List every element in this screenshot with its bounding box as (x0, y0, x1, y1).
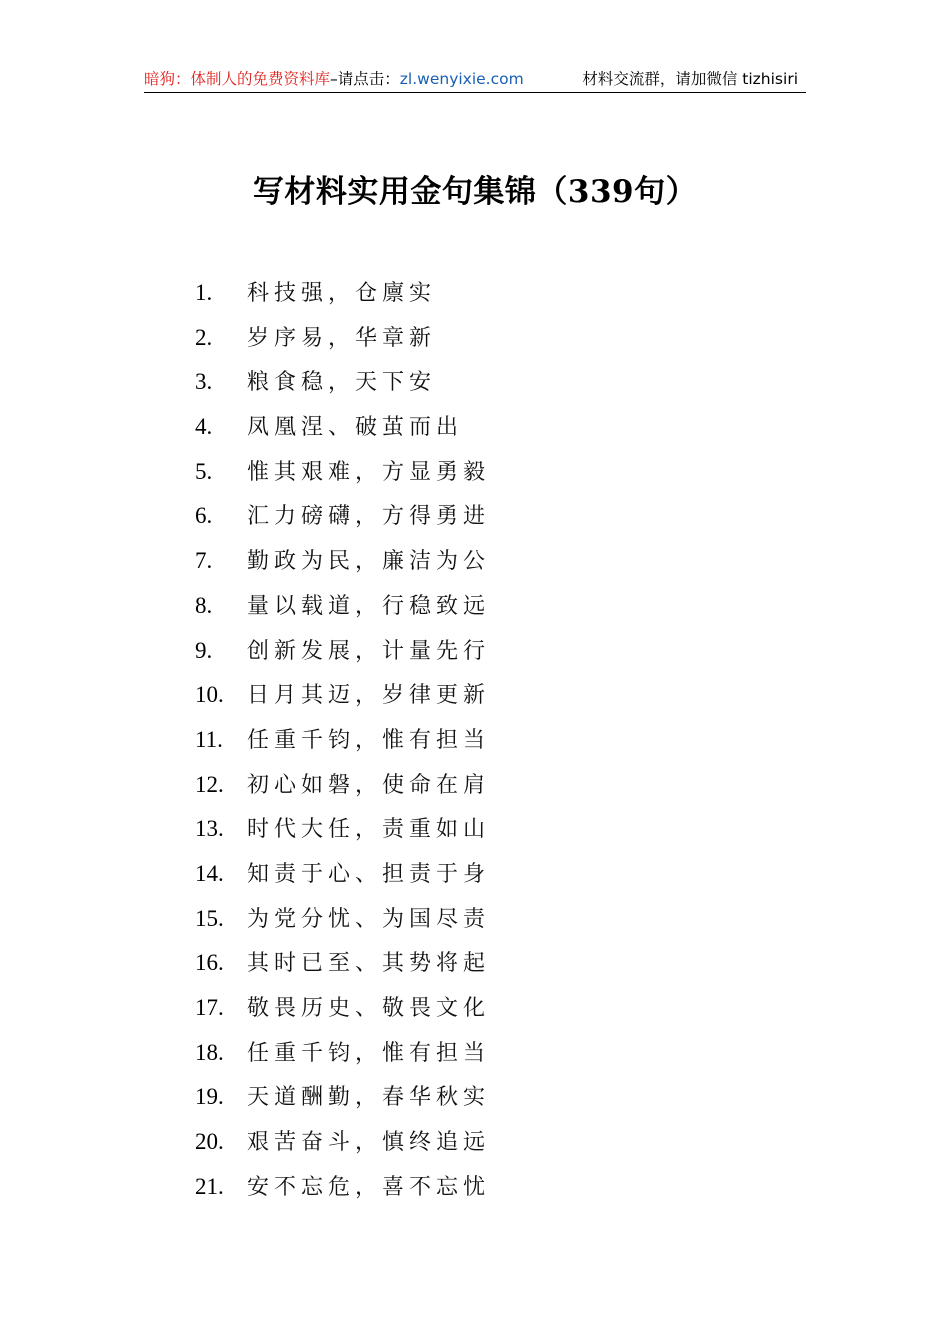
item-number: 11. (195, 726, 223, 752)
click-prompt: –请点击： (330, 70, 400, 88)
list-item (195, 768, 490, 813)
item-text: 科技强，仓廪实 (247, 281, 437, 306)
item-number: 10. (195, 682, 224, 708)
item-text: 安不忘危，喜不忘忧 (247, 1174, 491, 1200)
list-item (195, 410, 490, 455)
item-text: 初心如磐，使命在肩 (247, 772, 491, 798)
list-item (195, 1125, 490, 1170)
item-text: 任重千钧，惟有担当 (247, 727, 491, 753)
list-item (195, 1170, 490, 1215)
website-link[interactable]: zl.wenyixie.com (399, 70, 524, 88)
list-item (195, 678, 490, 723)
item-number: 9. (195, 637, 213, 663)
item-number: 5. (195, 458, 213, 484)
item-text: 量以载道，行稳致远 (247, 593, 491, 619)
item-number: 13. (195, 816, 224, 842)
item-text: 岁序易，华章新 (247, 325, 437, 351)
document-title: 写材料实用金句集锦（339句） (252, 174, 698, 210)
item-number: 2. (195, 324, 213, 350)
item-text: 其时已至、其势将起 (247, 951, 491, 977)
list-item (195, 902, 490, 947)
list-item (195, 365, 490, 410)
list-item (195, 723, 490, 768)
page-header (144, 66, 806, 93)
item-text: 勤政为民，廉洁为公 (247, 549, 491, 575)
item-text: 敬畏历史、敬畏文化 (247, 996, 491, 1021)
item-number: 1. (195, 280, 213, 305)
list-item (195, 991, 490, 1036)
list-item (195, 589, 490, 634)
list-item (195, 857, 490, 902)
list-item (195, 321, 490, 366)
brand-link[interactable]: 暗狗：体制人的免费资料库 (144, 70, 331, 88)
item-text: 创新发展，计量先行 (247, 638, 491, 664)
list-item (195, 946, 490, 991)
item-number: 17. (195, 995, 224, 1020)
list-item (195, 1080, 490, 1125)
item-text: 天道酬勤，春华秋实 (247, 1085, 491, 1111)
item-text: 知责于心、担责于身 (247, 861, 491, 887)
list-item (195, 1036, 490, 1081)
item-text: 为党分忧、为国尽责 (247, 906, 491, 932)
item-number: 7. (195, 548, 213, 574)
item-number: 14. (195, 860, 224, 886)
item-text: 惟其艰难，方显勇毅 (247, 459, 491, 485)
item-number: 18. (195, 1039, 224, 1065)
item-text: 任重千钧，惟有担当 (247, 1040, 491, 1066)
item-number: 20. (195, 1129, 224, 1155)
list-item (195, 276, 490, 321)
list-item (195, 634, 490, 679)
item-number: 16. (195, 950, 224, 976)
item-text: 凤凰涅、破茧而出 (247, 415, 464, 441)
item-text: 艰苦奋斗，慎终追远 (247, 1130, 491, 1156)
item-number: 12. (195, 771, 224, 797)
list-item (195, 812, 490, 857)
list-item (195, 499, 490, 544)
list-item (195, 455, 490, 500)
item-text: 粮食稳，天下安 (247, 370, 437, 396)
item-number: 8. (195, 592, 213, 618)
item-number: 15. (195, 905, 224, 931)
item-number: 19. (195, 1084, 224, 1110)
item-number: 21. (195, 1173, 224, 1199)
item-text: 时代大任，责重如山 (247, 817, 491, 843)
item-number: 3. (195, 369, 213, 395)
quote-list (195, 276, 490, 1214)
item-text: 汇力磅礴，方得勇进 (247, 504, 491, 530)
contact-info: 材料交流群，请加微信 tizhisiri (582, 70, 798, 88)
item-number: 6. (195, 503, 213, 529)
item-number: 4. (195, 414, 213, 440)
item-text: 日月其迈，岁律更新 (247, 683, 491, 709)
list-item (195, 544, 490, 589)
